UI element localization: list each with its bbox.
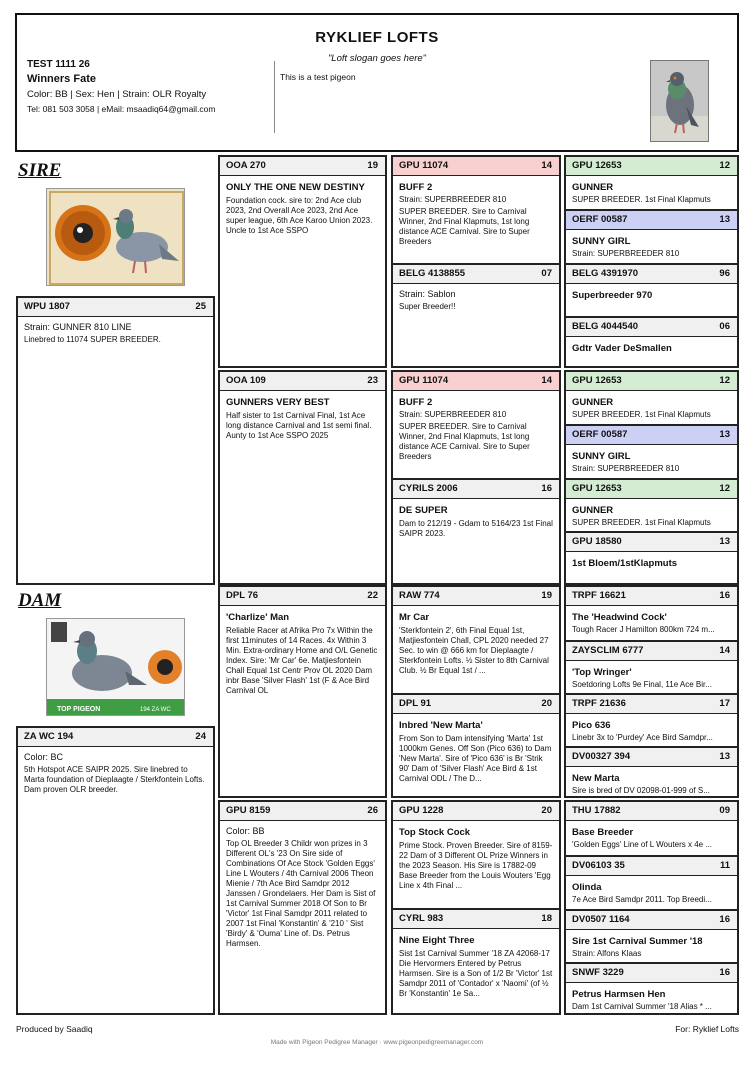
box-header [566,372,737,391]
gen3-ssd [393,263,559,366]
header-note: This is a test pigeon [280,72,356,82]
pigeon-name: Inbred 'New Marta' [399,720,483,731]
ring-number: GPU 8159 [226,805,271,816]
ring-year: 14 [719,645,730,656]
gen3-sdd [393,478,559,583]
pigeon-name: BUFF 2 [399,397,433,408]
ring-number: GPU 11074 [399,160,449,171]
sire-side-gen3-top [391,155,561,368]
gen3-sss [393,157,559,263]
box-header [220,802,385,821]
box-header [566,642,737,661]
strain: Strain: GUNNER 810 LINE [24,322,132,332]
ring-year: 24 [195,731,206,742]
pigeon-note: Linebr 3x to 'Purdey' Ace Bird Samdpr... [572,733,713,742]
ring-number: TRPF 21636 [572,698,626,709]
ring-year: 12 [719,375,730,386]
gen4-entry [566,531,737,583]
description: Foundation cock. sire to: 2nd Ace club 2023, 2nd Overall Ace 2023, 2nd Ace super league, 6th Ace Karoo Union 2023. Uncle to 1st Ace SSPO [226,196,373,235]
pedigree-header [15,13,739,152]
ring-year: 23 [367,375,378,386]
pigeon-name: Base Breeder [572,827,634,838]
gen4-column-block-2 [564,370,739,585]
gen3-sds [393,372,559,478]
pigeon-note: Strain: SUPERBREEDER 810 [572,464,680,473]
gen3-dsd [393,693,559,796]
description: 'Sterkfontein 2', 6th Final Equal 1st, Matjiesfontein Chall, CPL 2020 needed 27 Sec. to win @ 666 km for Dieplaagte / Sterkfontein Lofts. ½ Sister to 8th Carnival Club. ½ Br Equal 1st / ... [399,626,549,675]
box-header [393,265,559,284]
pigeon-name: BUFF 2 [399,182,433,193]
ring-year: 96 [719,268,730,279]
ring-year: 19 [367,160,378,171]
description: Dam to 212/19 - Gdam to 5164/23 1st Final SAIPR 2023. [399,519,553,538]
ring-number: OERF 00587 [572,429,628,440]
pigeon-name: DE SUPER [399,505,448,516]
box-header [220,157,385,176]
ring-year: 16 [719,590,730,601]
loft-name: RYKLIEF LOFTS [315,29,439,46]
ring-year: 17 [719,698,730,709]
description: SUPER BREEDER. Sire to Carnival Winner, 2nd Final Klapmuts, 1st long distance ACE Carnival. Sire to Super Breeders [399,422,530,461]
ring-year: 16 [541,483,552,494]
gen4-entry [566,263,737,316]
box-header [220,587,385,606]
pigeon-note: Tough Racer J Hamilton 800km 724 m... [572,625,715,634]
sire-dam-box [218,370,387,585]
strain: Strain: Sablon [399,289,456,299]
gen4-entry [566,587,737,640]
box-header [393,372,559,391]
pigeon-note: Strain: Alfons Klaas [572,949,642,958]
ring-number: SNWF 3229 [572,967,624,978]
pigeon-note: SUPER BREEDER. 1st Final Klapmuts [572,195,711,204]
box-header [566,533,737,552]
box-header [393,587,559,606]
gen4-entry [566,962,737,1013]
bird-ring-number: TEST 1111 26 [27,59,90,70]
ring-number: GPU 11074 [399,375,449,386]
pigeon-name: Nine Eight Three [399,935,475,946]
dam-section-title: DAM [18,590,62,611]
box-header [18,728,213,747]
gen4-column-block-3 [564,585,739,798]
pigeon-name: 'Charlize' Man [226,612,290,623]
ring-year: 13 [719,214,730,225]
ring-year: 19 [541,590,552,601]
ring-number: GPU 12653 [572,160,622,171]
ring-number: RAW 774 [399,590,440,601]
ring-number: THU 17882 [572,805,621,816]
pigeon-name: Pico 636 [572,720,611,731]
pigeon-note: SUPER BREEDER. 1st Final Klapmuts [572,518,711,527]
ring-year: 22 [367,590,378,601]
box-header [566,318,737,337]
pigeon-name: SUNNY GIRL [572,451,631,462]
ring-number: ZAYSCLIM 6777 [572,645,644,656]
dam-photo-ring: 194 ZA WC [140,707,171,713]
sire-photo [46,188,185,286]
ring-number: WPU 1807 [24,301,70,312]
bird-photo [650,60,709,142]
gen4-entry [566,478,737,531]
ring-year: 12 [719,483,730,494]
dam-dam-box [218,800,387,1015]
description: From Son to Dam intensifying 'Marta' 1st 1000km Genes. Off Son (Pico 636) to Dam 'New Marta'. Sire of 'Pico 636' is Br 'Strik 90' Dam of 'Silver Flash' Ace Bird & 1st Carnival ODL / The D... [399,734,552,783]
ring-number: TRPF 16621 [572,590,626,601]
pigeon-name: GUNNER [572,182,614,193]
pigeon-name: Olinda [572,882,602,893]
ring-number: BELG 4044540 [572,321,639,332]
color: Color: BC [24,752,64,762]
sire-section-title: SIRE [18,160,62,181]
pigeon-note: SUPER BREEDER. 1st Final Klapmuts [572,410,711,419]
color: Color: BB [226,826,265,836]
description: Sist 1st Carnival Summer '18 ZA 42068-17 Die Hervormers Entered by Petrus Harmsen. Sire is a Son of 1/2 Br 'Victor' 1st Samdpr 2011 of 'Contador' x 'Naomi' (of ½ Br 'Konstantin' 1e Sa... [399,949,553,998]
dam-photo [46,618,185,716]
bird-name: Winners Fate [27,73,96,85]
ring-number: GPU 1228 [399,805,444,816]
gen4-entry [566,693,737,746]
description: Top OL Breeder 3 Childr won prizes in 3 Different OL's '23 On Sire side of Combinations Of Ace Stock 'Golden Eggs' Line L Wouters / 4th Carnival 2006 Theon Mienie / 7th Ace Bird Samdpr 2012 Janssen / Grondelaers. Her Dam is Sist of 1st Carnival Summer 2018 Of Son to Br 'Victor' 1st Final Samdpr 2011 related to 2007 1st Final 'Konstantin' & '210 ' Sist 'Birdy' & 'Ouma' Line of. Ds. Petrus Harmsen. [226,839,376,948]
ring-number: GPU 18580 [572,536,622,547]
pigeon-note: Strain: SUPERBREEDER 810 [572,249,680,258]
gen4-entry [566,746,737,796]
ring-number: DV0507 1164 [572,914,630,925]
ring-year: 11 [719,860,730,871]
box-header [566,587,737,606]
description: Prime Stock. Proven Breeder. Sire of 8159-22 Dam of 3 Different OL Prize Winners in the 2023 Season. His Sire is 17882-09 Base Breeder from the Louis Wouters 'Egg Line x 4th Final ... [399,841,553,890]
gen4-entry [566,424,737,478]
ring-year: 12 [719,160,730,171]
box-header [393,157,559,176]
ring-year: 06 [719,321,730,332]
pigeon-note: Sire is bred of DV 02098-01-999 of S... [572,786,710,795]
ring-number: DPL 91 [399,698,432,709]
description: Linebred to 11074 SUPER BREEDER. [24,335,161,344]
ring-number: CYRILS 2006 [399,483,458,494]
pigeon-name: ONLY THE ONE NEW DESTINY [226,182,365,193]
dam-side-gen3-bottom [391,800,561,1015]
ring-number: GPU 12653 [572,483,622,494]
pigeon-name: Top Stock Cock [399,827,471,838]
ring-number: DV06103 35 [572,860,625,871]
pigeon-name: New Marta [572,773,620,784]
description: 5th Hotspot ACE SAIPR 2025. Sire linebred to Marta foundation of Dieplaagte / Sterkfontein Lofts. Dam proven OLR breeder. [24,765,205,794]
ring-year: 13 [719,429,730,440]
box-header [566,748,737,767]
sire-side-gen3-bottom [391,370,561,585]
description: SUPER BREEDER. Sire to Carnival Winner, 2nd Final Klapmuts, 1st long distance ACE Carnival. Sire to Super Breeders [399,207,530,246]
footer-producer: Produced by Saadiq [16,1024,93,1034]
pigeon-note: 7e Ace Bird Samdpr 2011. Top Breedi... [572,895,712,904]
box-header [18,298,213,317]
pigeon-name: Petrus Harmsen Hen [572,989,666,1000]
pigeon-note: Soetdoring Lofts 9e Final, 11e Ace Bir... [572,680,712,689]
box-header [566,695,737,714]
gen4-entry [566,802,737,855]
dam-side-gen3-top [391,585,561,798]
dam-sire-box [218,585,387,798]
pigeon-name: Superbreeder 970 [572,290,653,301]
box-header [566,857,737,876]
pigeon-name: Mr Car [399,612,430,623]
ring-number: CYRL 983 [399,913,444,924]
box-header [393,802,559,821]
gen4-entry [566,640,737,693]
footer-recipient: For: Ryklief Lofts [675,1024,739,1034]
box-header [566,964,737,983]
box-header [566,802,737,821]
ring-year: 16 [719,967,730,978]
ring-number: DV00327 394 [572,751,631,762]
ring-year: 07 [541,268,552,279]
header-divider [274,61,275,133]
ring-number: ZA WC 194 [24,731,74,742]
ring-number: OERF 00587 [572,214,628,225]
gen4-entry [566,316,737,366]
ring-year: 20 [541,805,552,816]
box-header [566,911,737,930]
pigeon-name: Sire 1st Carnival Summer '18 [572,936,703,947]
pigeon-name: The 'Headwind Cock' [572,612,667,623]
box-header [566,265,737,284]
ring-year: 09 [719,805,730,816]
ring-year: 26 [367,805,378,816]
ring-year: 13 [719,536,730,547]
box-header [393,910,559,929]
contact-info: Tel: 081 503 3058 | eMail: msaadiq64@gmail.com [27,104,216,114]
pigeon-note: 'Golden Eggs' Line of L Wouters x 4e ... [572,840,713,849]
gen3-dds [393,802,559,908]
pigeon-name: SUNNY GIRL [572,236,631,247]
bird-meta: Color: BB | Sex: Hen | Strain: OLR Royalty [27,89,207,100]
gen4-entry [566,157,737,209]
ring-number: BELG 4391970 [572,268,639,279]
pigeon-note: Dam 1st Carnival Summer '18 Alias * ... [572,1002,712,1011]
box-header [566,480,737,499]
pigeon-name: 'Top Wringer' [572,667,632,678]
footer-credit: Made with Pigeon Pedigree Manager · www.pigeonpedigreemanager.com [270,1039,484,1046]
ring-year: 14 [541,375,552,386]
ring-number: OOA 109 [226,375,266,386]
description: Reliable Racer at Afrika Pro 7x Within the first 11minutes of 14 Races. 4x Within 3 Min. Extra-ordinary Home and O/L Genetic Index. Sire: 'Mr Car' 6e. Matjiesfontein Chall Equal 1st Centr Prov OL 2020 Dam inbr Base 'Silver Flash' 1st (F & Ace Bird Carnival OL [226,626,378,695]
ring-number: OOA 270 [226,160,266,171]
sire-box [16,296,215,585]
ring-year: 20 [541,698,552,709]
pigeon-name: Gdtr Vader DeSmallen [572,343,672,354]
gen4-column-block-1 [564,155,739,368]
ring-year: 25 [195,301,206,312]
sire-sire-box [218,155,387,368]
pigeon-name: 1st Bloem/1stKlapmuts [572,558,678,569]
pigeon-name: GUNNERS VERY BEST [226,397,330,408]
dam-box [16,726,215,1015]
loft-slogan: "Loft slogan goes here" [327,53,427,64]
gen4-column-block-4 [564,800,739,1015]
strain: Strain: SUPERBREEDER 810 [399,195,507,204]
box-header [220,372,385,391]
gen4-entry [566,209,737,263]
gen3-dss [393,587,559,693]
box-header [393,480,559,499]
gen4-entry [566,909,737,962]
ring-year: 18 [541,913,552,924]
box-header [393,695,559,714]
pigeon-name: GUNNER [572,397,614,408]
box-header [566,211,737,230]
box-header [566,426,737,445]
ring-year: 16 [719,914,730,925]
strain: Strain: SUPERBREEDER 810 [399,410,507,419]
gen3-ddd [393,908,559,1013]
description: Super Breeder!! [399,302,456,311]
box-header [566,157,737,176]
description: Half sister to 1st Carnival Final, 1st Ace long distance Carnival and 1st semi final. Aunty to 1st Ace SSPO 2025 [226,411,372,440]
pigeon-name: GUNNER [572,505,614,516]
dam-photo-brand: TOP PIGEON [57,706,101,713]
gen4-entry [566,855,737,909]
ring-number: BELG 4138855 [399,268,466,279]
ring-number: GPU 12653 [572,375,622,386]
ring-number: DPL 76 [226,590,259,601]
ring-year: 14 [541,160,552,171]
ring-year: 13 [719,751,730,762]
gen4-entry [566,372,737,424]
